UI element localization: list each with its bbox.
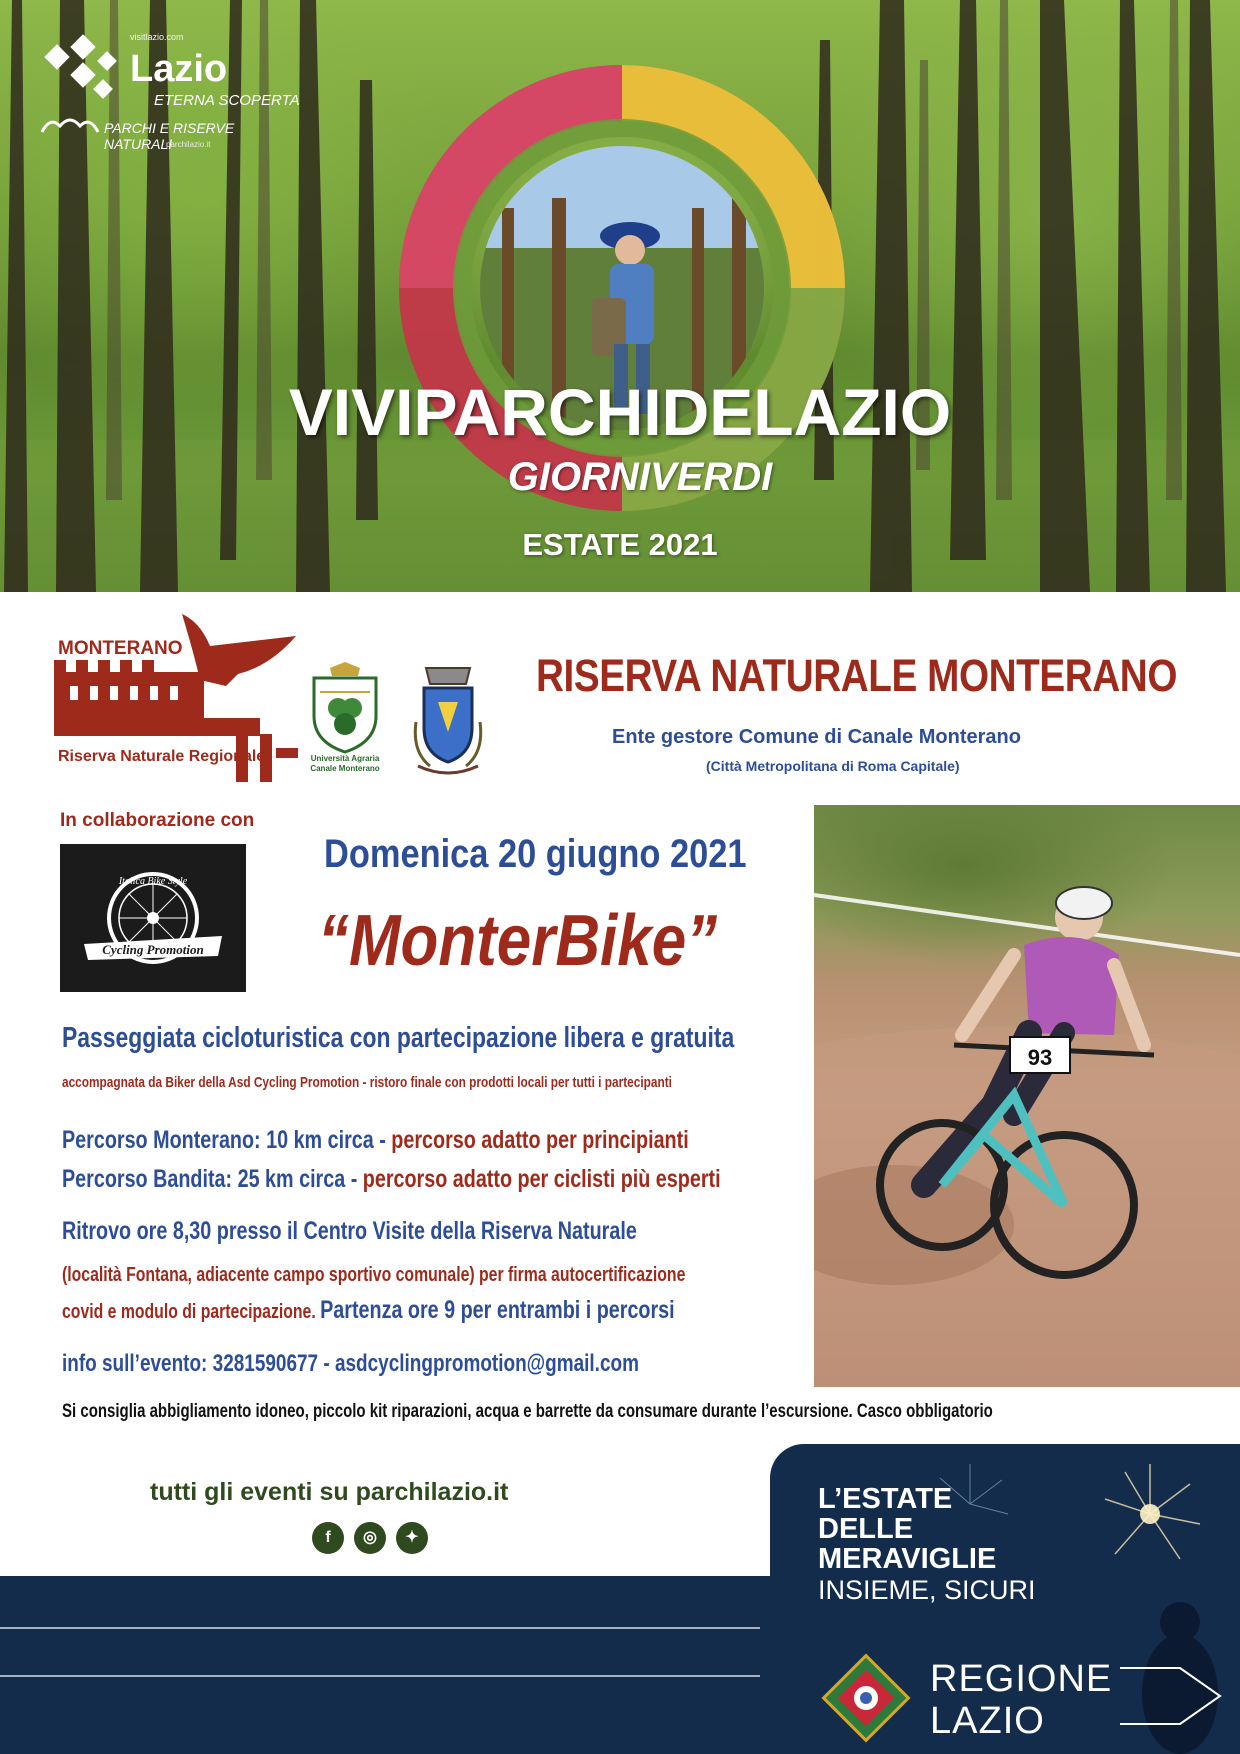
summer-line-4: INSIEME, SICURI xyxy=(818,1575,1036,1605)
event-headline: Passeggiata cicloturistica con partecipazione libera e gratuita xyxy=(62,1022,735,1054)
regione-lazio-emblem-icon xyxy=(818,1650,914,1746)
biker-illustration xyxy=(814,805,1240,1387)
parks-tagline: PARCHI E RISERVE NATURALI xyxy=(104,120,235,152)
events-link[interactable]: tutti gli eventi su parchilazio.it xyxy=(150,1478,509,1506)
summer-line-1: L’ESTATE xyxy=(818,1483,953,1515)
partner-logo-top: Italica Bike Style xyxy=(118,876,188,887)
event-date: Domenica 20 giugno 2021 xyxy=(324,832,747,876)
reserve-title: RISERVA NATURALE MONTERANO xyxy=(536,650,1177,701)
route-monterano-desc: percorso adatto per principianti xyxy=(391,1126,689,1154)
parks-mark-icon xyxy=(40,112,100,136)
parks-url: parchilazio.it xyxy=(166,140,211,149)
regione-lazio-arrow-icon xyxy=(1120,1656,1230,1736)
comune-canale-monterano-logo xyxy=(408,662,488,780)
twitter-icon[interactable]: ✦ xyxy=(396,1522,428,1554)
meeting-point: Ritrovo ore 8,30 presso il Centro Visite della Riserva Naturale xyxy=(62,1217,637,1245)
facebook-icon[interactable]: f xyxy=(312,1522,344,1554)
region-name-line2: LAZIO xyxy=(930,1700,1045,1742)
reserve-city: (Città Metropolitana di Roma Capitale) xyxy=(706,758,960,774)
mountain-biker-photo xyxy=(814,805,1240,1387)
race-bib-number: 93 xyxy=(1027,1045,1053,1070)
instagram-icon[interactable]: ◎ xyxy=(354,1522,386,1554)
hero-season: ESTATE 2021 xyxy=(522,527,718,562)
cycling-promotion-logo xyxy=(60,844,246,992)
event-name: “MonterBike” xyxy=(318,901,718,981)
collaboration-label: In collaborazione con xyxy=(60,810,255,831)
event-info xyxy=(62,1350,639,1378)
hero-banner xyxy=(0,0,1240,592)
university-name-line2: Canale Monterano xyxy=(310,764,380,773)
region-name-line1: REGIONE xyxy=(930,1658,1113,1700)
monterano-logo-name: MONTERANO xyxy=(58,638,183,659)
universita-agraria-logo xyxy=(300,662,390,784)
meeting-detail-2-text: covid e modulo di partecipazione. xyxy=(62,1301,321,1323)
info-phone[interactable]: 3281590677 xyxy=(212,1350,319,1377)
monterano-reserve-logo xyxy=(50,614,298,784)
lazio-mark-icon xyxy=(40,28,126,108)
info-email[interactable]: asdcyclingpromotion@gmail.com xyxy=(334,1350,639,1377)
site-url: visitlazio.com xyxy=(130,32,184,42)
bike-wheel-icon xyxy=(60,844,246,992)
equipment-advice: Si consiglia abbigliamento idoneo, piccolo kit riparazioni, acqua e barrette da consumare durante l’escursione. Casco obbligatorio xyxy=(62,1401,993,1422)
meeting-detail-2 xyxy=(62,1296,675,1325)
info-label: info sull’evento: xyxy=(62,1350,213,1377)
hero-subtitle: GIORNIVERDI xyxy=(507,455,773,499)
university-crest-icon xyxy=(300,662,390,754)
route-bandita xyxy=(62,1165,721,1194)
university-name-line1: Università Agraria xyxy=(310,754,380,763)
start-time: Partenza ore 9 per entrambi i percorsi xyxy=(320,1296,675,1324)
route-bandita-name: Percorso Bandita: 25 km circa - xyxy=(62,1165,363,1193)
coat-of-arms-icon xyxy=(408,662,488,780)
monterano-logo-subtitle: Riserva Naturale Regionale xyxy=(58,748,266,765)
summer-line-3: MERAVIGLIE xyxy=(818,1543,997,1575)
lazio-logo-tagline: ETERNA SCOPERTA xyxy=(154,92,300,109)
meeting-detail: (località Fontana, adiacente campo sportivo comunale) per firma autocertificazione xyxy=(62,1264,686,1286)
event-note: accompagnata da Biker della Asd Cycling Promotion - ristoro finale con prodotti locali per tutti i partecipanti xyxy=(62,1074,672,1091)
lazio-logo xyxy=(40,28,300,158)
route-monterano xyxy=(62,1126,689,1155)
route-monterano-name: Percorso Monterano: 10 km circa - xyxy=(62,1126,392,1154)
route-bandita-desc: percorso adatto per ciclisti più esperti xyxy=(362,1165,721,1193)
info-separator: - xyxy=(318,1350,335,1377)
summer-line-2: DELLE xyxy=(818,1513,914,1545)
partner-logo-bottom: Cycling Promotion xyxy=(102,942,204,957)
lazio-logo-name: Lazio xyxy=(130,48,228,90)
hero-title: VIVIPARCHIDELAZIO xyxy=(288,375,952,449)
social-links xyxy=(312,1522,432,1558)
reserve-manager: Ente gestore Comune di Canale Monterano xyxy=(612,726,1021,748)
